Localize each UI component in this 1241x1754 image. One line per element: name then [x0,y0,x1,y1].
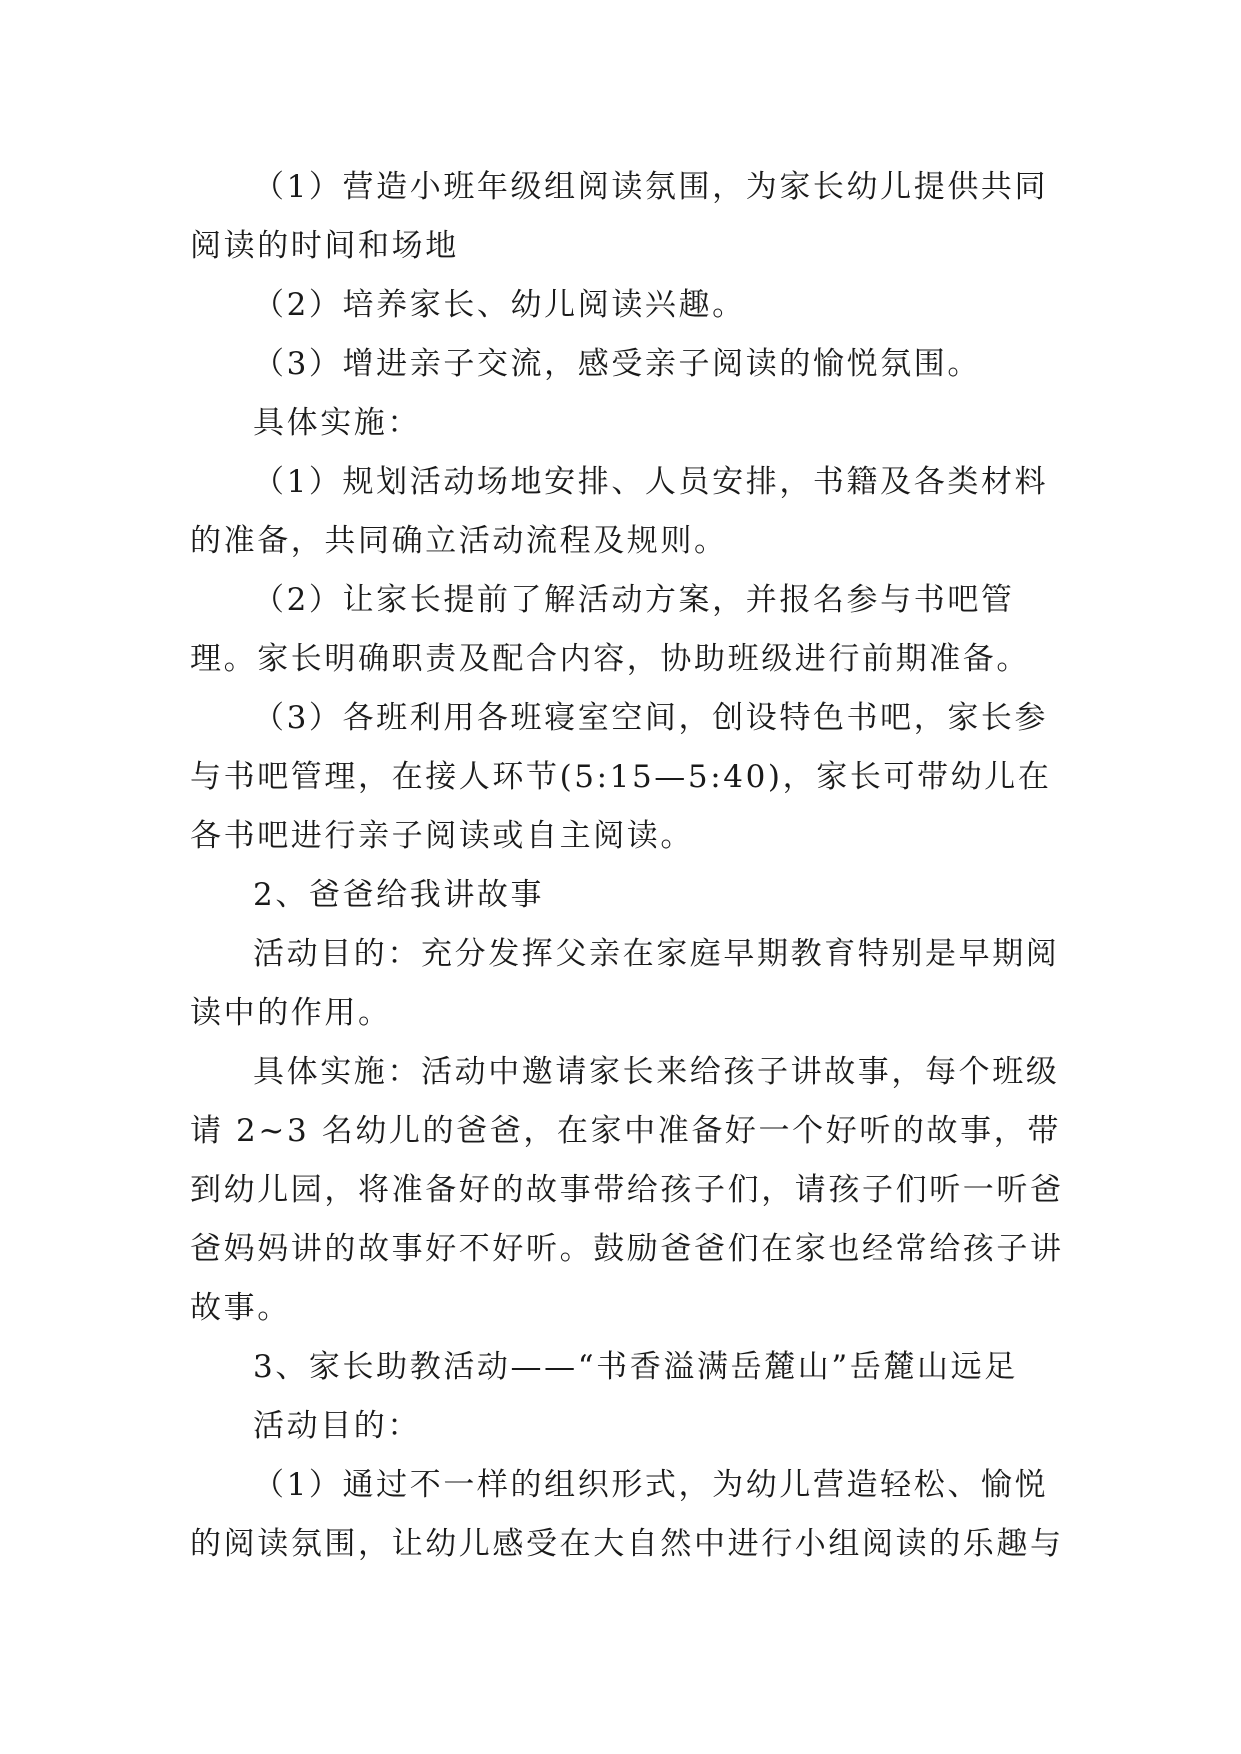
paragraph-10: 具体实施：活动中邀请家长来给孩子讲故事，每个班级请 2~3 名幼儿的爸爸，在家中准备好一个好听的故事，带到幼儿园，将准备好的故事带给孩子们，请孩子们听一听爸爸妈妈讲的故事好不好听。鼓励爸爸们在家也经常给孩子讲故事。 [190,1054,1064,1326]
section-heading-2: 2、爸爸给我讲故事 [253,877,545,913]
paragraph-2: （2）培养家长、幼儿阅读兴趣。 [253,287,746,323]
paragraph-3: （3）增进亲子交流，感受亲子阅读的愉悦氛围。 [253,346,981,382]
paragraph-7: （3）各班利用各班寝室空间，创设特色书吧，家长参与书吧管理，在接人环节(5:15—5:40)，家长可带幼儿在各书吧进行亲子阅读或自主阅读。 [190,700,1052,854]
paragraph-4: 具体实施： [253,405,421,441]
paragraph-1: （1）营造小班年级组阅读氛围，为家长幼儿提供共同阅读的时间和场地 [190,169,1049,264]
paragraph-5: （1）规划活动场地安排、人员安排，书籍及各类材料的准备，共同确立活动流程及规则。 [190,464,1049,559]
paragraph-9: 活动目的：充分发挥父亲在家庭早期教育特别是早期阅读中的作用。 [190,936,1060,1031]
section-heading-3: 3、家长助教活动——“书香溢满岳麓山”岳麓山远足 [253,1349,1018,1385]
paragraph-6: （2）让家长提前了解活动方案，并报名参与书吧管理。家长明确职责及配合内容，协助班级进行前期准备。 [190,582,1030,677]
paragraph-12: 活动目的： [253,1408,421,1444]
paragraph-13: （1）通过不一样的组织形式，为幼儿营造轻松、愉悦的阅读氛围，让幼儿感受在大自然中进行小组阅读的乐趣与 [190,1467,1064,1562]
document-page [190,158,1070,1574]
